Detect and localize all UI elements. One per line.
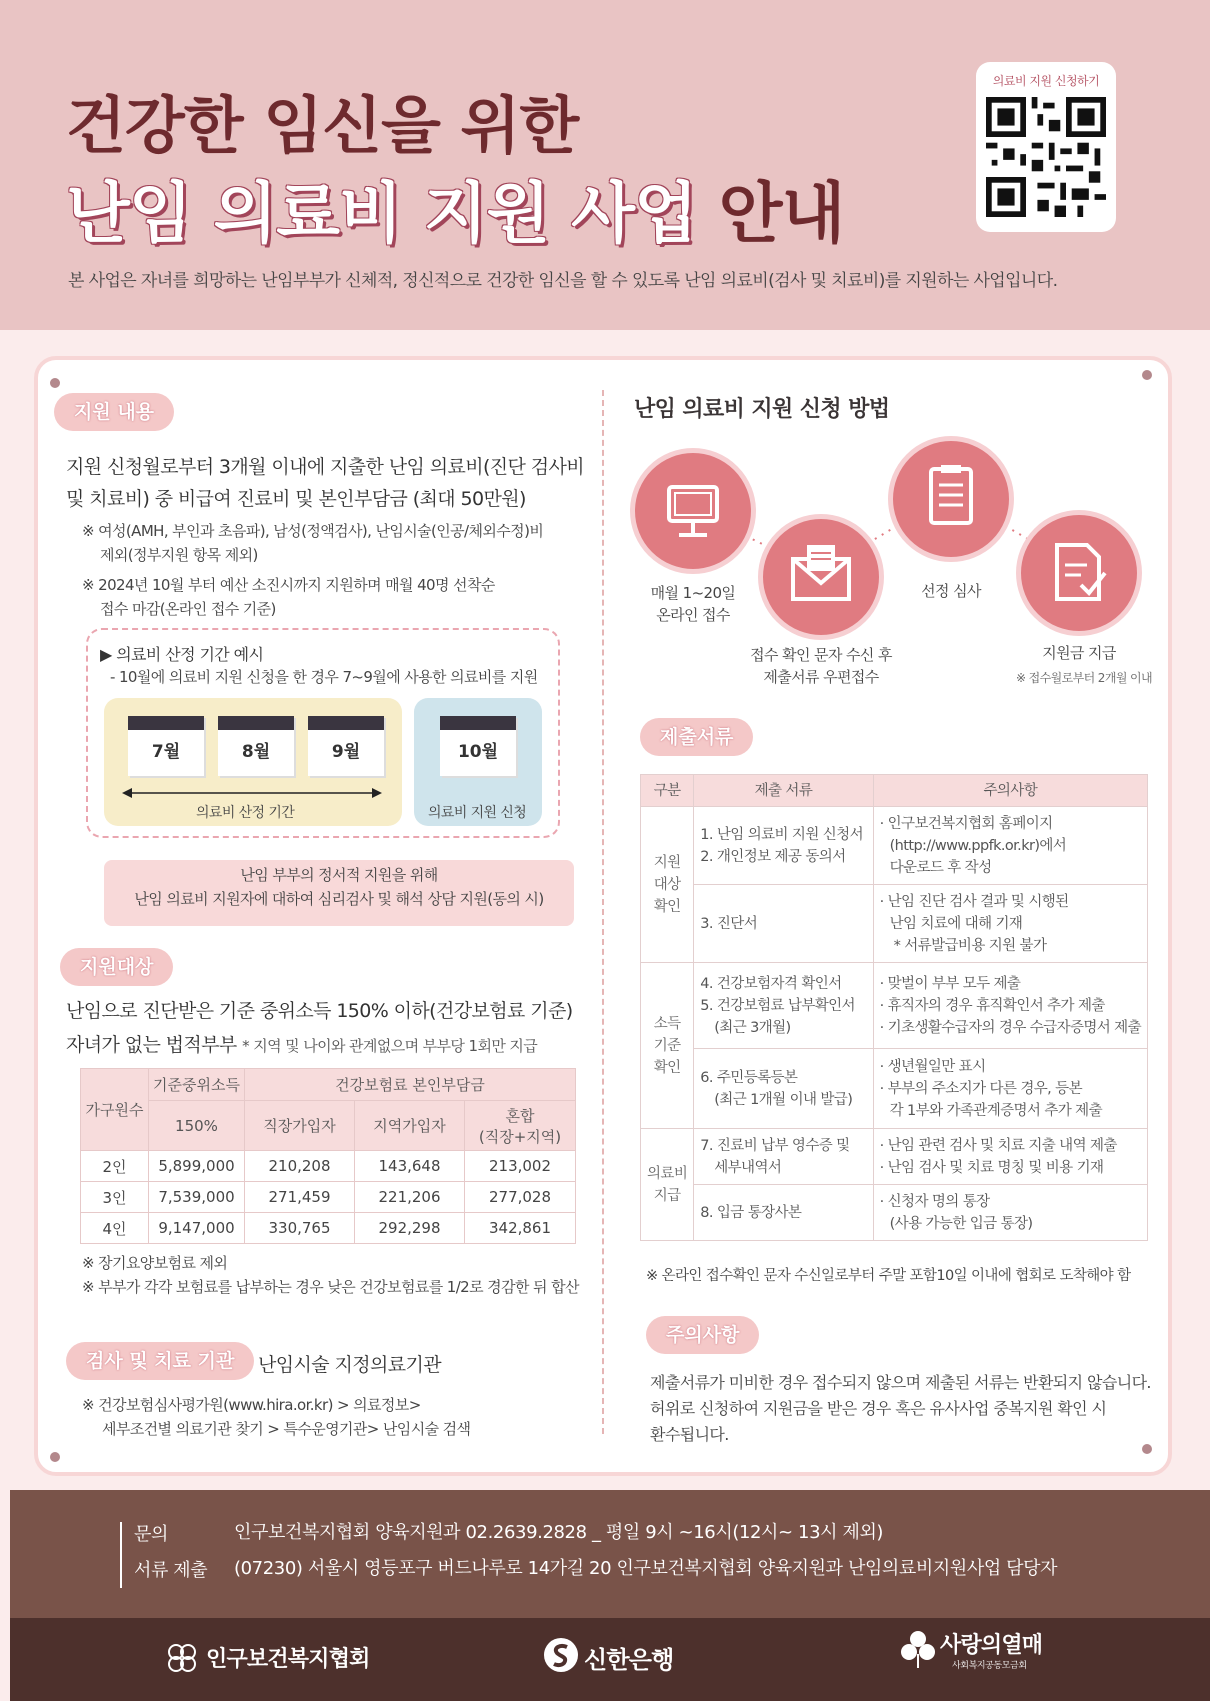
step-review-circle bbox=[888, 436, 1014, 562]
caution-line3: 환수됩니다. bbox=[650, 1425, 729, 1444]
document-check-icon bbox=[1021, 515, 1137, 631]
qr-label: 의료비 지원 신청하기 bbox=[992, 74, 1100, 88]
category-text: 확인 bbox=[653, 1059, 681, 1076]
month-label: 7월 bbox=[151, 742, 181, 762]
docs-cell bbox=[694, 963, 873, 1049]
col-median: 기준중위소득 bbox=[149, 1069, 245, 1101]
doc-item: 4. 건강보험자격 확인서 bbox=[700, 975, 842, 992]
table-row bbox=[641, 1185, 1148, 1241]
docs-cell bbox=[694, 807, 873, 885]
submit-text: (07230) 서울시 영등포구 버드나루로 14가길 20 인구보건복지협회 양육지원과 난임의료비지원사업 담당자 bbox=[234, 1558, 1058, 1579]
cell: 342,861 bbox=[465, 1213, 576, 1244]
qr-code-box[interactable] bbox=[976, 62, 1116, 232]
example-desc: - 10월에 의료비 지원 신청을 한 경우 7~9월에 사용한 의료비를 지원 bbox=[110, 668, 538, 686]
cell: 143,648 bbox=[355, 1151, 465, 1182]
target-line2-note: * 지역 및 나이와 관계없으며 부부당 1회만 지급 bbox=[242, 1037, 538, 1055]
category-text: 소득 bbox=[653, 1015, 681, 1032]
docs-cell bbox=[694, 885, 873, 963]
note-item: · 난임 검사 및 치료 명칭 및 비용 기재 bbox=[879, 1159, 1104, 1176]
institution-label: 검사 및 치료 기관 bbox=[66, 1342, 254, 1380]
target-line2-text: 자녀가 없는 법적부부 bbox=[66, 1034, 237, 1056]
note-item: · 부부의 주소지가 다른 경우, 등본 bbox=[879, 1080, 1082, 1097]
org1-logo-text: 인구보건복지협회 bbox=[206, 1647, 370, 1672]
caution-line2: 허위로 신청하여 지원금을 받은 경우 혹은 유사사업 중복지원 확인 시 bbox=[650, 1399, 1107, 1418]
step1-line2: 온라인 접수 bbox=[656, 606, 730, 624]
footer-divider bbox=[120, 1522, 122, 1588]
documents-label: 제출서류 bbox=[640, 718, 753, 756]
clipboard-icon bbox=[893, 441, 1009, 557]
doc-item: 2. 개인정보 제공 동의서 bbox=[700, 848, 846, 865]
monitor-icon bbox=[635, 453, 751, 569]
notes-cell bbox=[873, 807, 1147, 885]
caution-label: 주의사항 bbox=[646, 1316, 759, 1354]
page-title-line1: 건강한 임신을 위한 bbox=[66, 89, 579, 162]
cell: 277,028 bbox=[465, 1182, 576, 1213]
doc-item: 6. 주민등록등본 bbox=[700, 1069, 798, 1086]
doc-item: 7. 진료비 납부 영수증 및 bbox=[700, 1137, 850, 1154]
support-note2a: ※ 2024년 10월 부터 예산 소진시까지 지원하며 매월 40명 선착순 bbox=[82, 576, 495, 594]
doc-item: 8. 입금 통장사본 bbox=[700, 1204, 802, 1221]
step4-label: 지원금 지급 bbox=[1042, 644, 1116, 662]
qr-code-icon bbox=[986, 97, 1106, 217]
inquiry-text: 인구보건복지협회 양육지원과 02.2639.2828 _ 평일 9시 ~16시(12시~ 13시 제외) bbox=[234, 1522, 884, 1543]
corner-dot bbox=[50, 378, 60, 388]
step4-note: ※ 접수월로부터 2개월 이내 bbox=[1015, 671, 1153, 685]
month-label: 8월 bbox=[241, 742, 271, 762]
doc-item: 1. 난임 의료비 지원 신청서 bbox=[700, 826, 863, 843]
target-note1: ※ 장기요양보험료 제외 bbox=[82, 1254, 228, 1272]
title-suffix: 안내 bbox=[718, 175, 845, 252]
doc-item: (최근 3개월) bbox=[714, 1019, 791, 1036]
note-item: 각 1부와 가족관계증명서 추가 제출 bbox=[889, 1102, 1102, 1119]
month-label: 9월 bbox=[331, 742, 361, 762]
col-mixed-sub: (직장+지역) bbox=[478, 1127, 562, 1146]
col-category: 구분 bbox=[641, 775, 694, 807]
category-cell bbox=[641, 807, 694, 963]
cell: 292,298 bbox=[355, 1213, 465, 1244]
col-regional: 지역가입자 bbox=[355, 1101, 465, 1151]
note-item: · 난임 관련 검사 및 치료 지출 내역 제출 bbox=[879, 1137, 1117, 1154]
note-item: 다운로드 후 작성 bbox=[889, 859, 992, 876]
income-table bbox=[80, 1068, 576, 1244]
calendar-icon bbox=[128, 716, 204, 776]
org2-logo-text: 신한은행 bbox=[584, 1646, 674, 1674]
cell: 5,899,000 bbox=[149, 1151, 245, 1182]
cell: 4인 bbox=[81, 1213, 149, 1244]
col-mixed bbox=[465, 1101, 576, 1151]
col-household: 가구원수 bbox=[81, 1069, 149, 1151]
category-text: 의료비 bbox=[647, 1165, 688, 1182]
example-title: ▶ 의료비 산정 기간 예시 bbox=[100, 645, 264, 664]
documents-table bbox=[640, 774, 1148, 1241]
support-note1b: 제외(정부지원 항목 제외) bbox=[100, 546, 258, 564]
intro-text: 본 사업은 자녀를 희망하는 난임부부가 신체적, 정신적으로 건강한 임신을 할 수 있도록 난임 의료비(검사 및 치료비)를 지원하는 사업입니다. bbox=[68, 271, 1058, 291]
doc-item: 3. 진단서 bbox=[700, 915, 758, 932]
col-docs: 제출 서류 bbox=[694, 775, 873, 807]
support-note2b: 접수 마감(온라인 접수 기준) bbox=[100, 600, 276, 618]
cell: 3인 bbox=[81, 1182, 149, 1213]
cell: 213,002 bbox=[465, 1151, 576, 1182]
note-item: · 맞벌이 부부 모두 제출 bbox=[879, 975, 1021, 992]
period-label: 의료비 산정 기간 bbox=[196, 805, 295, 821]
counsel-line2: 난임 의료비 지원자에 대하여 심리검사 및 해석 상담 지원(동의 시) bbox=[134, 890, 544, 908]
category-cell bbox=[641, 1129, 694, 1241]
corner-dot bbox=[1142, 1444, 1152, 1454]
cell: 9,147,000 bbox=[149, 1213, 245, 1244]
step-mail-circle bbox=[758, 514, 884, 640]
notes-cell bbox=[873, 963, 1147, 1049]
cell: 330,765 bbox=[245, 1213, 355, 1244]
target-line2 bbox=[66, 1030, 537, 1057]
support-label: 지원 내용 bbox=[54, 393, 174, 431]
step-payment-circle bbox=[1016, 510, 1142, 636]
category-text: 대상 bbox=[653, 876, 681, 893]
step2-line2: 제출서류 우편접수 bbox=[763, 668, 879, 686]
institution-note2: 세부조건별 의료기관 찾기 > 특수운영기관> 난임시술 검색 bbox=[102, 1420, 471, 1438]
org3-logo-text: 사랑의열매 bbox=[940, 1633, 1043, 1658]
counsel-line1: 난임 부부의 정서적 지원을 위해 bbox=[240, 866, 438, 884]
love-fruit-logo-icon bbox=[900, 1630, 936, 1670]
table-row bbox=[81, 1213, 576, 1244]
category-cell bbox=[641, 963, 694, 1129]
note-item: · 생년월일만 표시 bbox=[879, 1058, 986, 1075]
calendar-icon bbox=[440, 716, 516, 776]
step3-label: 선정 심사 bbox=[921, 582, 981, 600]
ppfk-logo-icon bbox=[164, 1640, 200, 1676]
corner-dot bbox=[50, 1452, 60, 1462]
step1-label bbox=[640, 582, 746, 626]
documents-footnote: ※ 온라인 접수확인 문자 수신일로부터 주말 포함10일 이내에 협회로 도착해야 함 bbox=[646, 1268, 1131, 1284]
corner-dot bbox=[1142, 370, 1152, 380]
step1-line1: 매월 1~20일 bbox=[650, 584, 736, 602]
note-item: · 신청자 명의 통장 bbox=[879, 1193, 990, 1210]
doc-item: (최근 1개월 이내 발급) bbox=[714, 1091, 853, 1108]
note-item: (사용 가능한 입금 통장) bbox=[889, 1215, 1033, 1232]
category-text: 기준 bbox=[653, 1037, 681, 1054]
col-workplace: 직장가입자 bbox=[245, 1101, 355, 1151]
caution-line1: 제출서류가 미비한 경우 접수되지 않으며 제출된 서류는 반환되지 않습니다. bbox=[650, 1373, 1151, 1392]
table-row bbox=[641, 963, 1148, 1049]
submit-label: 서류 제출 bbox=[134, 1560, 208, 1581]
support-line2: 및 치료비) 중 비급여 진료비 및 본인부담금 (최대 50만원) bbox=[66, 488, 526, 510]
docs-cell bbox=[694, 1185, 873, 1241]
note-item: * 서류발급비용 지원 불가 bbox=[893, 937, 1047, 954]
apply-title: 난임 의료비 지원 신청 방법 bbox=[634, 397, 890, 422]
note-item: · 인구보건복지협회 홈페이지 bbox=[879, 815, 1053, 832]
col-mixed-label: 혼합 bbox=[505, 1106, 535, 1125]
table-row bbox=[81, 1151, 576, 1182]
doc-item: 5. 건강보험료 납부확인서 bbox=[700, 997, 855, 1014]
table-row bbox=[641, 807, 1148, 885]
table-row bbox=[641, 885, 1148, 963]
col-notes: 주의사항 bbox=[873, 775, 1147, 807]
notes-cell bbox=[873, 1185, 1147, 1241]
inquiry-label: 문의 bbox=[134, 1524, 168, 1545]
category-text: 지원 bbox=[653, 854, 681, 871]
table-row bbox=[641, 1049, 1148, 1129]
category-text: 확인 bbox=[653, 898, 681, 915]
header-banner bbox=[0, 0, 1210, 330]
shinhan-logo-icon bbox=[542, 1636, 580, 1674]
step2-line1: 접수 확인 문자 수신 후 bbox=[750, 646, 892, 664]
target-line1: 난임으로 진단받은 기준 중위소득 150% 이하(건강보험료 기준) bbox=[66, 1000, 573, 1022]
note-item: · 기초생활수급자의 경우 수급자증명서 제출 bbox=[879, 1019, 1141, 1036]
target-note2: ※ 부부가 각각 보험료를 납부하는 경우 낮은 건강보험료를 1/2로 경감한 뒤 합산 bbox=[82, 1278, 579, 1296]
support-line1: 지원 신청월로부터 3개월 이내에 지출한 난임 의료비(진단 검사비 bbox=[66, 456, 584, 478]
support-note1a: ※ 여성(AMH, 부인과 초음파), 남성(정액검사), 난임시술(인공/체외수정)비 bbox=[82, 522, 544, 540]
col-premium: 건강보험료 본인부담금 bbox=[245, 1069, 576, 1101]
envelope-icon bbox=[763, 519, 879, 635]
docs-cell bbox=[694, 1049, 873, 1129]
doc-item: 세부내역서 bbox=[714, 1159, 782, 1176]
cell: 271,459 bbox=[245, 1182, 355, 1213]
cell: 7,539,000 bbox=[149, 1182, 245, 1213]
col-median-sub: 150% bbox=[149, 1101, 245, 1151]
column-divider bbox=[602, 390, 604, 1434]
note-item: (http://www.ppfk.or.kr)에서 bbox=[889, 837, 1067, 854]
institution-note1: ※ 건강보험심사평가원(www.hira.or.kr) > 의료정보> bbox=[82, 1396, 421, 1414]
org3-sub-text: 사회복지공동모금회 bbox=[952, 1661, 1027, 1671]
note-item: · 난임 진단 검사 결과 및 시행된 bbox=[879, 893, 1069, 910]
category-text: 지급 bbox=[653, 1187, 681, 1204]
page-title-line2 bbox=[66, 160, 844, 255]
step2-label bbox=[736, 644, 906, 688]
notes-cell bbox=[873, 1049, 1147, 1129]
notes-cell bbox=[873, 1129, 1147, 1185]
notes-cell bbox=[873, 885, 1147, 963]
note-item: 난임 치료에 대해 기재 bbox=[889, 915, 1023, 932]
institution-value: 난임시술 지정의료기관 bbox=[258, 1354, 441, 1376]
target-label: 지원대상 bbox=[60, 948, 173, 986]
note-item: · 휴직자의 경우 휴직확인서 추가 제출 bbox=[879, 997, 1105, 1014]
cell: 221,206 bbox=[355, 1182, 465, 1213]
step-online-circle bbox=[630, 448, 756, 574]
table-row bbox=[81, 1182, 576, 1213]
apply-month-label: 10월 bbox=[457, 742, 499, 762]
cell: 2인 bbox=[81, 1151, 149, 1182]
apply-label: 의료비 지원 신청 bbox=[428, 805, 527, 821]
docs-cell bbox=[694, 1129, 873, 1185]
table-row bbox=[641, 1129, 1148, 1185]
period-arrow-icon bbox=[122, 786, 382, 800]
calendar-icon bbox=[218, 716, 294, 776]
cell: 210,208 bbox=[245, 1151, 355, 1182]
calendar-icon bbox=[308, 716, 384, 776]
title-main: 난임 의료비 지원 사업 bbox=[66, 175, 697, 252]
